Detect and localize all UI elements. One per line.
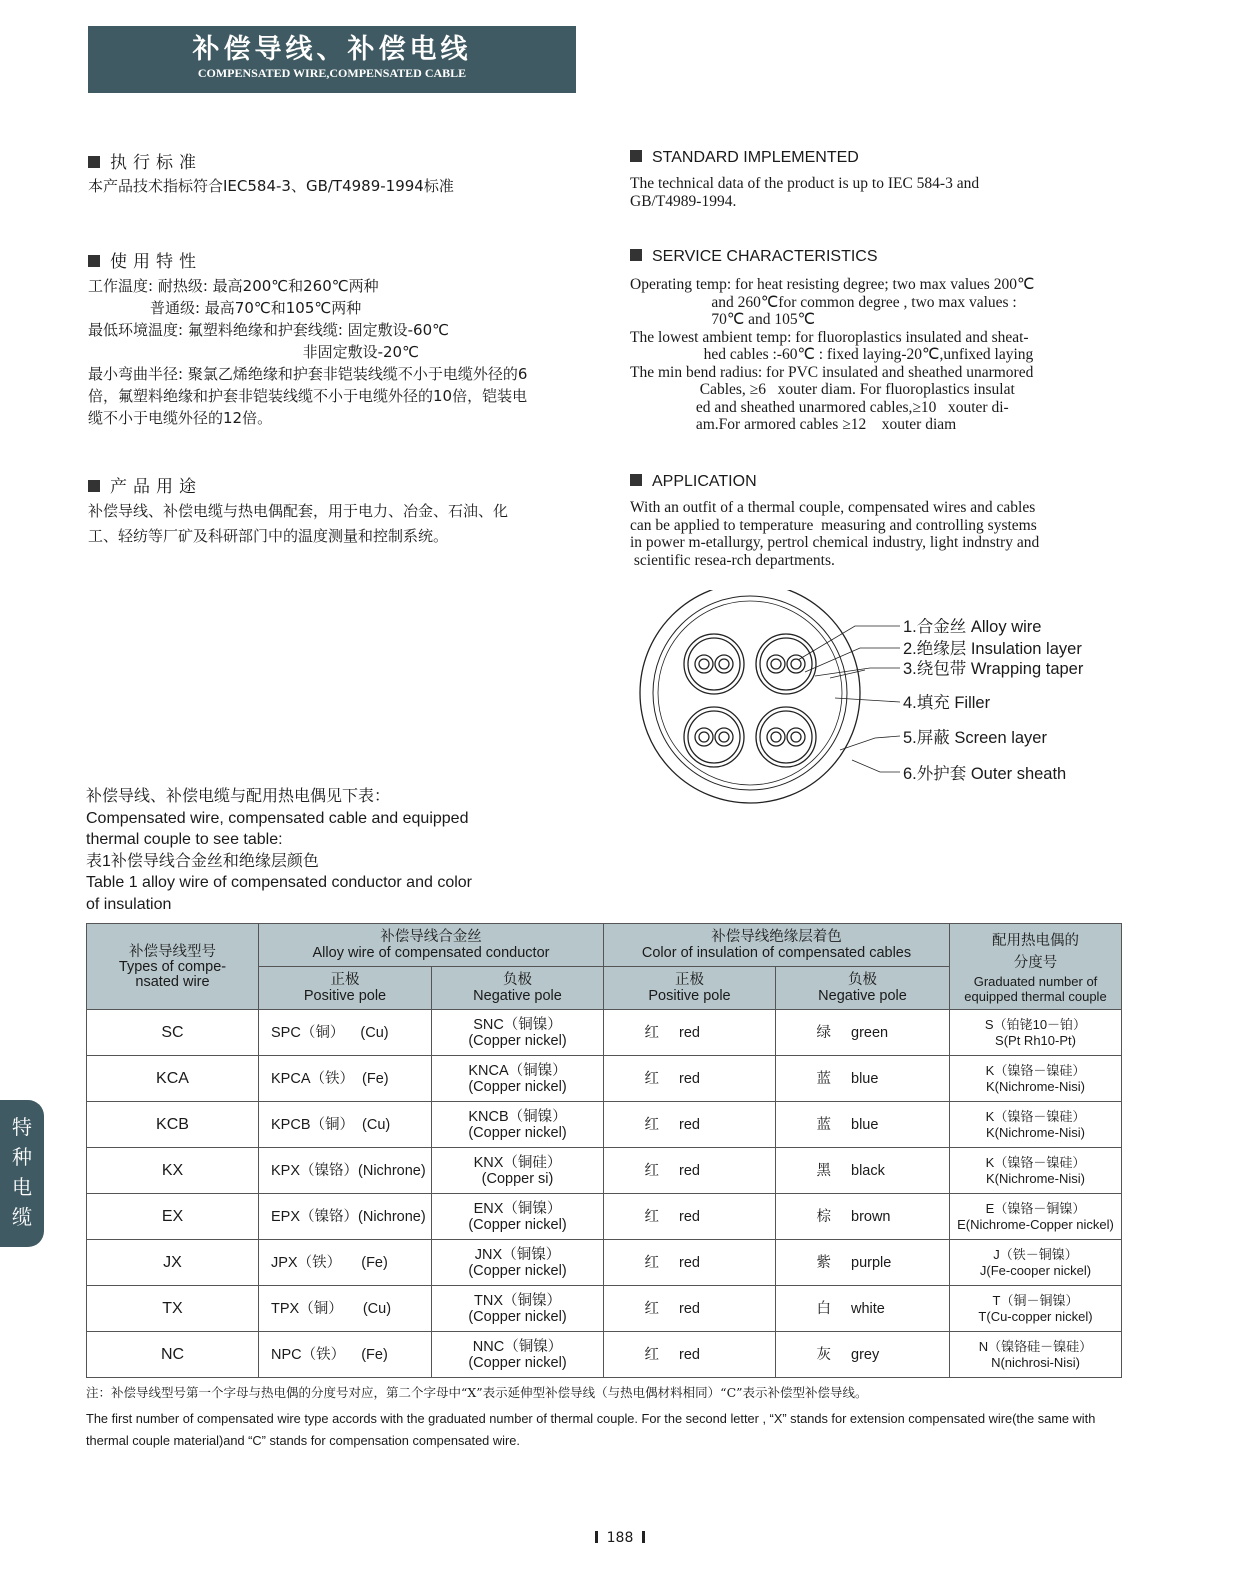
cell-type: EX xyxy=(87,1194,259,1240)
core-top-right xyxy=(756,634,816,694)
cell-positive-alloy: KPCB（铜） (Cu) xyxy=(259,1102,432,1148)
cell-positive-color: 红 red xyxy=(604,1286,776,1332)
page-bar-right xyxy=(642,1531,645,1543)
application-body-en: With an outfit of a thermal couple, compensated wires and cables can be applied to temperature measuring and controlling systems in power m-etallurgy, pertrol chemical industry, light indnstry and scientific resea-rch departments. xyxy=(630,499,1040,569)
cell-negative-color: 绿 green xyxy=(776,1010,950,1056)
cell-negative-color: 白 white xyxy=(776,1286,950,1332)
cell-type: KX xyxy=(87,1148,259,1194)
legend-insulation-layer: 2.绝缘层 Insulation layer xyxy=(903,640,1082,658)
compensated-wire-table xyxy=(86,923,1122,1378)
cell-positive-color: 红 red xyxy=(604,1102,776,1148)
cell-graduated-number: T（铜－铜镍） T(Cu-copper nickel) xyxy=(950,1286,1122,1332)
intro-line: 补偿导线、补偿电缆与配用热电偶见下表： xyxy=(86,788,391,805)
service-body-en: Operating temp: for heat resisting degree; two max values 200℃ and 260℃for common degree , two max values : 70℃ and 105℃ The lowest ambient temp: for fluoroplastics insulated and sheat- hed cables :-60℃ : fixed laying-20℃,unfixed laying The min bend radius: for PVC insulated and sheathed unarmored Cables, ≥6 xouter diam. For fluoroplastics insulat ed and sheathed unarmored cables,≥10 xouter di- am.For armored cables ≥12 xouter diam xyxy=(630,276,1035,433)
cell-type: SC xyxy=(87,1010,259,1056)
core-bottom-left xyxy=(684,707,744,767)
square-bullet-icon xyxy=(88,480,100,492)
table-row xyxy=(87,1240,1122,1286)
table-row xyxy=(87,1148,1122,1194)
cell-type: TX xyxy=(87,1286,259,1332)
cell-positive-alloy: EPX（镍铬）(Nichrone) xyxy=(259,1194,432,1240)
standard-body-cn: 本产品技术指标符合IEC584-3、GB/T4989-1994标准 xyxy=(88,177,454,195)
cell-positive-alloy: SPC（铜） (Cu) xyxy=(259,1010,432,1056)
legend-screen-layer: 5.屏蔽 Screen layer xyxy=(903,729,1047,747)
page-bar-left xyxy=(595,1531,598,1543)
cell-negative-color: 黑 black xyxy=(776,1148,950,1194)
side-tab-special-cables[interactable] xyxy=(0,1100,44,1247)
cable-cross-section-diagram xyxy=(630,590,1130,810)
intro-line: of insulation xyxy=(86,895,172,913)
legend-filler: 4.填充 Filler xyxy=(903,694,991,712)
service-heading-cn: 使用特性 xyxy=(88,247,202,272)
wrapping-ring xyxy=(658,601,842,785)
table-intro xyxy=(86,786,472,915)
cell-graduated-number: N（镍铬硅－镍硅） N(nichrosi-Nisi) xyxy=(950,1332,1122,1378)
cell-negative-color: 蓝 blue xyxy=(776,1102,950,1148)
cell-graduated-number: K（镍铬－镍硅） K(Nichrome-Nisi) xyxy=(950,1102,1122,1148)
legend-alloy-wire: 1.合金丝 Alloy wire xyxy=(903,618,1042,636)
cell-positive-color: 红 red xyxy=(604,1010,776,1056)
table-row xyxy=(87,1010,1122,1056)
cell-positive-color: 红 red xyxy=(604,1240,776,1286)
intro-line: Compensated wire, compensated cable and equipped xyxy=(86,809,469,827)
header-alloy: 补偿导线合金丝 Alloy wire of compensated conductor xyxy=(259,924,604,967)
screen-layer-ring xyxy=(653,596,847,790)
cell-negative-alloy: KNCA（铜镍） (Copper nickel) xyxy=(432,1056,604,1102)
table-row xyxy=(87,1056,1122,1102)
note-en: The first number of compensated wire type accords with the graduated number of thermal couple. For the second letter , “X” stands for extension compensated wire(the same with thermal couple material)and “C” stands for compensation compensated wire. xyxy=(86,1411,1096,1448)
table-row xyxy=(87,1332,1122,1378)
header-color-positive: 正极 Positive pole xyxy=(604,967,776,1010)
cell-positive-alloy: TPX（铜） (Cu) xyxy=(259,1286,432,1332)
application-heading-en: APPLICATION xyxy=(630,473,757,491)
table-row xyxy=(87,1194,1122,1240)
cell-negative-alloy: ENX（铜镍） (Copper nickel) xyxy=(432,1194,604,1240)
application-body-cn: 补偿导线、补偿电缆与热电偶配套，用于电力、冶金、石油、化 工、轻纺等厂矿及科研部门中的温度测量和控制系统。 xyxy=(88,502,509,545)
note-cn: 注：补偿导线型号第一个字母与热电偶的分度号对应，第二个字母中“X”表示延伸型补偿导线（与热电偶材料相同）“C”表示补偿型补偿导线。 xyxy=(86,1385,868,1400)
legend-wrapping-taper: 3.绕包带 Wrapping taper xyxy=(903,660,1084,678)
table-row xyxy=(87,1286,1122,1332)
cell-type: KCB xyxy=(87,1102,259,1148)
intro-line: 表1补偿导线合金丝和绝缘层颜色 xyxy=(86,852,319,870)
cell-positive-color: 红 red xyxy=(604,1056,776,1102)
cell-negative-color: 紫 purple xyxy=(776,1240,950,1286)
cell-graduated-number: E（镍铬－铜镍） E(Nichrome-Copper nickel) xyxy=(950,1194,1122,1240)
outer-sheath-ring xyxy=(640,590,860,803)
title-cn: 补偿导线、补偿电线 xyxy=(192,34,472,65)
square-bullet-icon xyxy=(630,474,642,486)
cell-negative-alloy: NNC（铜镍） (Copper nickel) xyxy=(432,1332,604,1378)
square-bullet-icon xyxy=(630,249,642,261)
header-color: 补偿导线绝缘层着色 Color of insulation of compensated cables xyxy=(604,924,950,967)
cell-type: NC xyxy=(87,1332,259,1378)
cell-positive-color: 红 red xyxy=(604,1332,776,1378)
title-en: COMPENSATED WIRE,COMPENSATED CABLE xyxy=(197,66,467,80)
cell-graduated-number: K（镍铬－镍硅） K(Nichrome-Nisi) xyxy=(950,1148,1122,1194)
cell-positive-alloy: NPC（铁） (Fe) xyxy=(259,1332,432,1378)
header-graduated: 配用热电偶的 分度号 Graduated number of equipped thermal couple xyxy=(950,924,1122,1010)
square-bullet-icon xyxy=(88,255,100,267)
header-color-negative: 负极 Negative pole xyxy=(776,967,950,1010)
cell-graduated-number: K（镍铬－镍硅） K(Nichrome-Nisi) xyxy=(950,1056,1122,1102)
cell-graduated-number: J（铁－铜镍） J(Fe-cooper nickel) xyxy=(950,1240,1122,1286)
page-number: 188 xyxy=(560,1530,680,1546)
core-top-left xyxy=(684,634,744,694)
side-tab-label: 特 种 电 缆 xyxy=(12,1115,32,1229)
standard-body-en: The technical data of the product is up to IEC 584-3 and GB/T4989-1994. xyxy=(630,175,980,210)
cell-positive-color: 红 red xyxy=(604,1194,776,1240)
intro-line: thermal couple to see table: xyxy=(86,831,283,848)
header-alloy-positive: 正极 Positive pole xyxy=(259,967,432,1010)
application-heading-cn: 产品用途 xyxy=(88,472,202,497)
service-heading-en: SERVICE CHARACTERISTICS xyxy=(630,248,878,266)
cell-positive-color: 红 red xyxy=(604,1148,776,1194)
cell-negative-alloy: KNX（铜硅） (Copper si) xyxy=(432,1148,604,1194)
header-type: 补偿导线型号 Types of compe- nsated wire xyxy=(87,924,259,1010)
intro-line: Table 1 alloy wire of compensated conductor and color xyxy=(86,874,472,891)
cell-positive-alloy: KPX（镍铬）(Nichrone) xyxy=(259,1148,432,1194)
cell-type: KCA xyxy=(87,1056,259,1102)
cell-negative-alloy: KNCB（铜镍） (Copper nickel) xyxy=(432,1102,604,1148)
cell-positive-alloy: KPCA（铁） (Fe) xyxy=(259,1056,432,1102)
cell-type: JX xyxy=(87,1240,259,1286)
header-alloy-negative: 负极 Negative pole xyxy=(432,967,604,1010)
cell-negative-alloy: JNX（铜镍） (Copper nickel) xyxy=(432,1240,604,1286)
cell-positive-alloy: JPX（铁） (Fe) xyxy=(259,1240,432,1286)
cell-negative-color: 棕 brown xyxy=(776,1194,950,1240)
legend-outer-sheath: 6.外护套 Outer sheath xyxy=(903,765,1067,783)
square-bullet-icon xyxy=(88,156,100,168)
square-bullet-icon xyxy=(630,150,642,162)
table-row xyxy=(87,1102,1122,1148)
core-bottom-right xyxy=(756,707,816,767)
cell-negative-alloy: SNC（铜镍） (Copper nickel) xyxy=(432,1010,604,1056)
service-body-cn: 工作温度: 耐热级: 最高200℃和260℃两种 普通级: 最高70℃和105℃两种 最低环境温度: 氟塑料绝缘和护套线缆: 固定敷设-60℃ 非固定敷设-20℃ 最小弯曲半径: 聚氯乙烯绝缘和护套非铠装线缆不小于电缆外径的6 倍，氟塑料绝缘和护套非铠装线缆不小于电缆外径的10倍，铠装电 缆不小于电缆外径的12倍。 xyxy=(88,277,528,427)
cell-negative-color: 灰 grey xyxy=(776,1332,950,1378)
cell-negative-color: 蓝 blue xyxy=(776,1056,950,1102)
standard-heading-en: STANDARD IMPLEMENTED xyxy=(630,149,859,167)
standard-heading-cn: 执行标准 xyxy=(88,148,202,173)
cell-negative-alloy: TNX（铜镍） (Copper nickel) xyxy=(432,1286,604,1332)
cell-graduated-number: S（铂铑10－铂） S(Pt Rh10-Pt) xyxy=(950,1010,1122,1056)
title-banner xyxy=(88,26,576,93)
